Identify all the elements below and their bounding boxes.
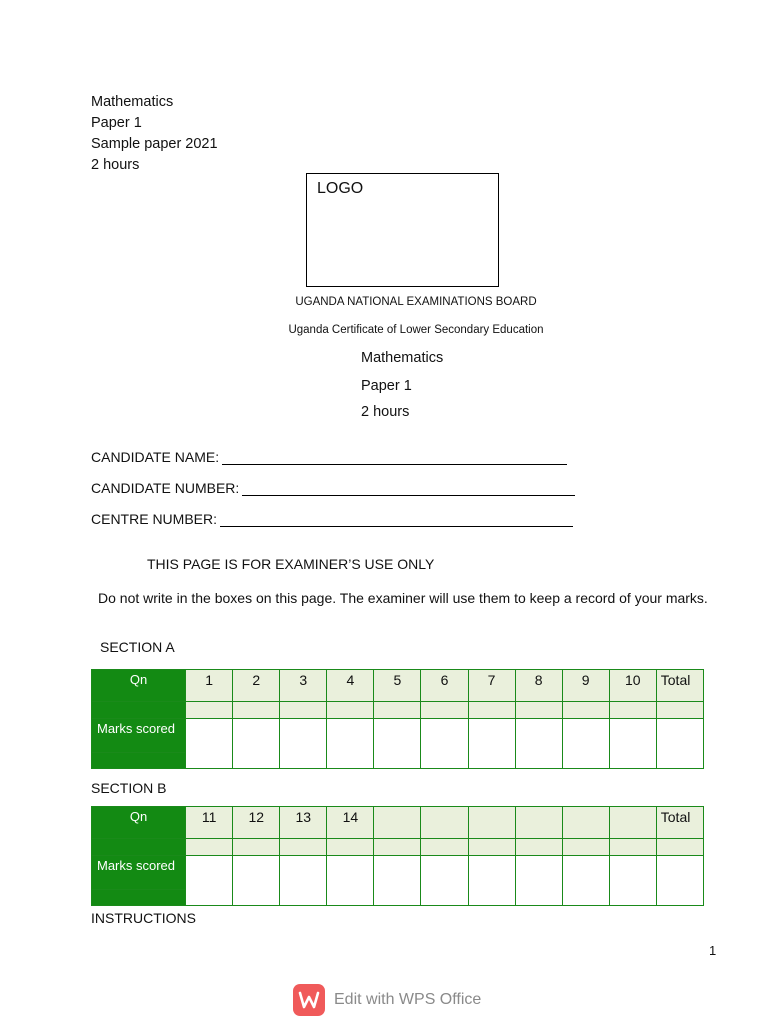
section-a-title: SECTION A bbox=[100, 639, 175, 655]
candidate-number-label: CANDIDATE NUMBER: bbox=[91, 480, 240, 496]
section-a-qn-cell: 5 bbox=[374, 670, 421, 702]
section-a-qn-cell: 4 bbox=[327, 670, 374, 702]
section-a-qn-cell: 9 bbox=[562, 670, 609, 702]
section-b-marks-row bbox=[92, 856, 704, 890]
section-b-qn-label: Qn bbox=[92, 807, 186, 839]
section-b-qn-cell bbox=[609, 807, 656, 839]
wps-logo-icon bbox=[293, 984, 325, 1016]
instructions-title: INSTRUCTIONS bbox=[91, 910, 196, 926]
section-a-qn-cell: 10 bbox=[609, 670, 656, 702]
marks-cell[interactable] bbox=[327, 856, 374, 906]
section-a-total-label: Total bbox=[656, 670, 703, 702]
section-a-table bbox=[91, 669, 704, 769]
section-a-qn-row bbox=[92, 670, 704, 702]
header-duration: 2 hours bbox=[91, 157, 140, 173]
board-duration: 2 hours bbox=[361, 404, 410, 420]
candidate-number-field bbox=[91, 480, 575, 496]
marks-cell[interactable] bbox=[468, 856, 515, 906]
wps-label: Edit with WPS Office bbox=[334, 991, 482, 1008]
section-b-qn-cell: 13 bbox=[280, 807, 327, 839]
section-b-qn-cell: 14 bbox=[327, 807, 374, 839]
logo-label: LOGO bbox=[317, 180, 364, 197]
header-subject: Mathematics bbox=[91, 94, 174, 110]
section-b-table bbox=[91, 806, 704, 906]
candidate-number-line[interactable] bbox=[242, 485, 575, 496]
marks-cell[interactable] bbox=[421, 719, 468, 769]
marks-cell[interactable] bbox=[609, 856, 656, 906]
examiner-heading: THIS PAGE IS FOR EXAMINER’S USE ONLY bbox=[147, 556, 435, 572]
logo-placeholder bbox=[306, 173, 499, 287]
marks-cell[interactable] bbox=[186, 719, 233, 769]
marks-cell[interactable] bbox=[233, 856, 280, 906]
section-b-gap-row bbox=[92, 839, 704, 856]
marks-cell[interactable] bbox=[468, 719, 515, 769]
centre-number-field bbox=[91, 511, 573, 527]
candidate-name-line[interactable] bbox=[222, 454, 567, 465]
section-a-qn-cell: 8 bbox=[515, 670, 562, 702]
marks-cell[interactable] bbox=[515, 856, 562, 906]
certificate-name: Uganda Certificate of Lower Secondary Education bbox=[288, 324, 544, 336]
section-a-marks-label: Marks scored bbox=[92, 719, 186, 753]
total-marks-cell[interactable] bbox=[656, 856, 703, 906]
section-b-qn-row bbox=[92, 807, 704, 839]
marks-cell[interactable] bbox=[374, 719, 421, 769]
marks-cell[interactable] bbox=[327, 719, 374, 769]
section-b-title: SECTION B bbox=[91, 780, 167, 796]
marks-cell[interactable] bbox=[280, 856, 327, 906]
section-a-qn-cell: 3 bbox=[280, 670, 327, 702]
marks-cell[interactable] bbox=[280, 719, 327, 769]
candidate-name-field bbox=[91, 449, 567, 465]
board-paper: Paper 1 bbox=[361, 378, 412, 394]
section-a-qn-cell: 1 bbox=[186, 670, 233, 702]
marks-cell[interactable] bbox=[562, 719, 609, 769]
centre-number-line[interactable] bbox=[220, 516, 573, 527]
marks-cell[interactable] bbox=[609, 719, 656, 769]
section-b-qn-cell bbox=[515, 807, 562, 839]
section-b-qn-cell bbox=[468, 807, 515, 839]
section-a-marks-row bbox=[92, 719, 704, 753]
marks-cell[interactable] bbox=[421, 856, 468, 906]
section-b-qn-cell: 11 bbox=[186, 807, 233, 839]
wps-edit-link[interactable] bbox=[293, 984, 481, 1016]
section-a-gap-row bbox=[92, 702, 704, 719]
centre-number-label: CENTRE NUMBER: bbox=[91, 511, 218, 527]
marks-cell[interactable] bbox=[233, 719, 280, 769]
header-sample: Sample paper 2021 bbox=[91, 136, 218, 152]
section-b-qn-cell bbox=[562, 807, 609, 839]
section-b-qn-cell: 12 bbox=[233, 807, 280, 839]
marks-cell[interactable] bbox=[374, 856, 421, 906]
header-paper: Paper 1 bbox=[91, 115, 142, 131]
total-marks-cell[interactable] bbox=[656, 719, 703, 769]
header-block bbox=[91, 92, 218, 176]
board-name: UGANDA NATIONAL EXAMINATIONS BOARD bbox=[295, 296, 537, 308]
marks-cell[interactable] bbox=[186, 856, 233, 906]
section-a-qn-cell: 6 bbox=[421, 670, 468, 702]
examiner-note: Do not write in the boxes on this page. The examiner will use them to keep a record of your marks. bbox=[98, 590, 708, 606]
marks-cell[interactable] bbox=[515, 719, 562, 769]
board-subject: Mathematics bbox=[361, 350, 444, 366]
section-b-qn-cell bbox=[421, 807, 468, 839]
section-b-marks-label: Marks scored bbox=[92, 856, 186, 890]
section-a-qn-cell: 2 bbox=[233, 670, 280, 702]
section-b-qn-cell bbox=[374, 807, 421, 839]
section-a-qn-cell: 7 bbox=[468, 670, 515, 702]
page-number: 1 bbox=[709, 943, 717, 958]
section-b-total-label: Total bbox=[656, 807, 703, 839]
section-a-qn-label: Qn bbox=[92, 670, 186, 702]
marks-cell[interactable] bbox=[562, 856, 609, 906]
candidate-name-label: CANDIDATE NAME: bbox=[91, 449, 220, 465]
